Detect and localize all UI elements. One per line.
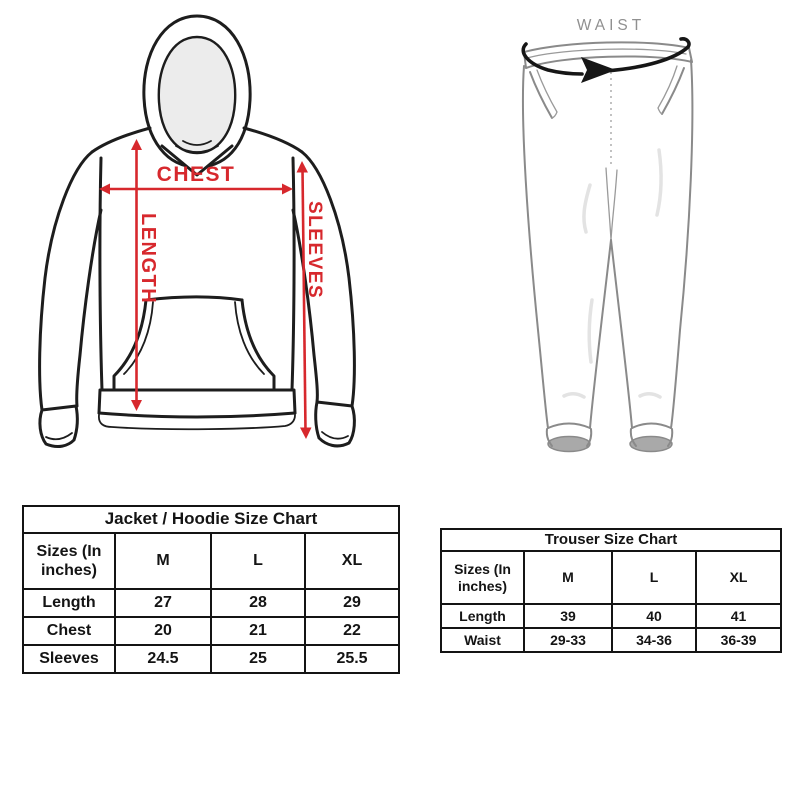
- table-row-sleeves: [23, 645, 399, 673]
- size-cell: 24.5: [115, 645, 211, 673]
- trouser-outline: [523, 42, 692, 451]
- size-cell: 40: [612, 604, 696, 628]
- waist-label: WAIST: [576, 17, 646, 34]
- table-row-waist: [441, 628, 781, 652]
- table-row-chest: [23, 617, 399, 645]
- trouser-size-table: [440, 528, 782, 653]
- column-header-l: L: [211, 533, 305, 589]
- column-header-l: L: [612, 551, 696, 604]
- jacket-title-row: [23, 506, 399, 533]
- size-cell: 39: [524, 604, 612, 628]
- jacket-header-row: [23, 533, 399, 589]
- row-label: Waist: [441, 628, 524, 652]
- size-cell: 41: [696, 604, 781, 628]
- column-header-sizes: Sizes (In inches): [23, 533, 115, 589]
- hoodie-illustration: [0, 0, 400, 480]
- row-label: Length: [23, 589, 115, 617]
- size-cell: 29-33: [524, 628, 612, 652]
- size-cell: 20: [115, 617, 211, 645]
- column-header-xl: XL: [696, 551, 781, 604]
- size-cell: 36-39: [696, 628, 781, 652]
- row-label: Length: [441, 604, 524, 628]
- trouser-header-row: [441, 551, 781, 604]
- row-label: Sleeves: [23, 645, 115, 673]
- length-label: LENGTH: [137, 213, 159, 305]
- size-cell: 28: [211, 589, 305, 617]
- table-row-length: [23, 589, 399, 617]
- size-cell: 27: [115, 589, 211, 617]
- size-cell: 29: [305, 589, 399, 617]
- column-header-m: M: [115, 533, 211, 589]
- trouser-title-row: [441, 529, 781, 551]
- size-cell: 25: [211, 645, 305, 673]
- trouser-table-title: Trouser Size Chart: [441, 529, 781, 551]
- jacket-table-title: Jacket / Hoodie Size Chart: [23, 506, 399, 533]
- chest-label: CHEST: [156, 163, 236, 186]
- column-header-sizes: Sizes (In inches): [441, 551, 524, 604]
- sleeves-label: SLEEVES: [304, 201, 325, 300]
- size-cell: 21: [211, 617, 305, 645]
- size-cell: 34-36: [612, 628, 696, 652]
- table-row-length: [441, 604, 781, 628]
- size-cell: 22: [305, 617, 399, 645]
- column-header-xl: XL: [305, 533, 399, 589]
- size-cell: 25.5: [305, 645, 399, 673]
- trouser-illustration: [440, 0, 780, 480]
- jacket-size-table: [22, 505, 400, 674]
- column-header-m: M: [524, 551, 612, 604]
- row-label: Chest: [23, 617, 115, 645]
